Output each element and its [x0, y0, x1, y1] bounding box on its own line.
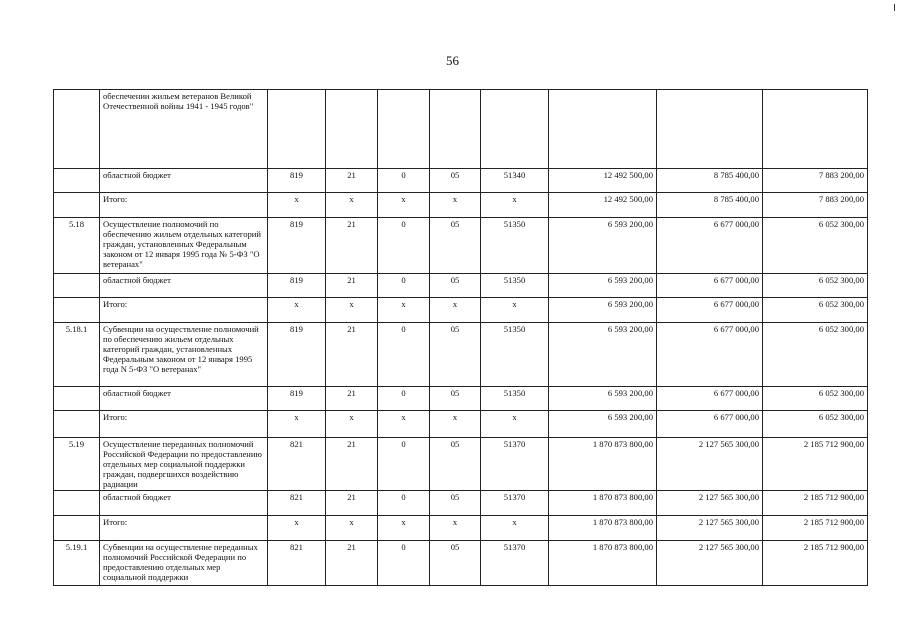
table-row: [54, 298, 868, 323]
cell-amount-year1: 1 870 873 800,00: [549, 491, 657, 516]
cell-amount-year3: 7 883 200,00: [763, 193, 868, 218]
row-name: Итого:: [100, 298, 268, 323]
cell-target-program: 05: [430, 274, 481, 298]
cell-grbs: 821: [268, 541, 326, 586]
cell-target-code: 51340: [481, 169, 549, 193]
cell-target-code: x: [481, 516, 549, 541]
cell-rz: x: [326, 516, 378, 541]
cell-amount-year2: 2 127 565 300,00: [657, 516, 763, 541]
row-name: областной бюджет: [100, 274, 268, 298]
cell-amount-year2: 6 677 000,00: [657, 323, 763, 387]
cell-target-code: x: [481, 298, 549, 323]
cell-pr: x: [378, 411, 430, 438]
cell-grbs: [268, 90, 326, 169]
cell-pr: 0: [378, 323, 430, 387]
row-number: [54, 516, 100, 541]
cell-amount-year1: 1 870 873 800,00: [549, 541, 657, 586]
cell-rz: 21: [326, 323, 378, 387]
cell-target-code: x: [481, 411, 549, 438]
cell-rz: 21: [326, 541, 378, 586]
row-name: Итого:: [100, 411, 268, 438]
cell-amount-year1: 6 593 200,00: [549, 218, 657, 274]
cell-amount-year3: 6 052 300,00: [763, 218, 868, 274]
cell-pr: 0: [378, 169, 430, 193]
row-name: областной бюджет: [100, 387, 268, 411]
cell-amount-year2: 6 677 000,00: [657, 218, 763, 274]
cell-rz: 21: [326, 491, 378, 516]
table-row: [54, 323, 868, 387]
cell-amount-year1: 12 492 500,00: [549, 193, 657, 218]
cell-amount-year3: 6 052 300,00: [763, 323, 868, 387]
cell-amount-year1: 6 593 200,00: [549, 274, 657, 298]
cell-amount-year1: 6 593 200,00: [549, 323, 657, 387]
row-number: [54, 193, 100, 218]
row-name: областной бюджет: [100, 169, 268, 193]
cell-pr: 0: [378, 438, 430, 491]
table-row: [54, 90, 868, 169]
row-number: [54, 491, 100, 516]
row-number: 5.19: [54, 438, 100, 491]
table-row: [54, 541, 868, 586]
cell-amount-year2: 8 785 400,00: [657, 193, 763, 218]
cell-target-program: 05: [430, 169, 481, 193]
cell-amount-year1: 6 593 200,00: [549, 411, 657, 438]
cell-amount-year2: 2 127 565 300,00: [657, 438, 763, 491]
cell-amount-year1: 6 593 200,00: [549, 298, 657, 323]
cell-amount-year1: 1 870 873 800,00: [549, 516, 657, 541]
table-row: [54, 516, 868, 541]
cell-amount-year2: 2 127 565 300,00: [657, 541, 763, 586]
table-row: [54, 411, 868, 438]
cell-amount-year1: 1 870 873 800,00: [549, 438, 657, 491]
cell-rz: [326, 90, 378, 169]
cell-amount-year3: 2 185 712 900,00: [763, 516, 868, 541]
table-row: [54, 387, 868, 411]
cell-rz: x: [326, 298, 378, 323]
row-number: 5.18: [54, 218, 100, 274]
row-number: 5.18.1: [54, 323, 100, 387]
cell-grbs: 821: [268, 491, 326, 516]
cell-pr: x: [378, 516, 430, 541]
cell-amount-year3: 7 883 200,00: [763, 169, 868, 193]
cell-amount-year1: [549, 90, 657, 169]
cell-rz: 21: [326, 274, 378, 298]
cell-amount-year2: 2 127 565 300,00: [657, 491, 763, 516]
cell-grbs: x: [268, 193, 326, 218]
cell-amount-year2: [657, 90, 763, 169]
row-name: Субвенции на осуществление полномочий по обеспечению жильем отдельных категорий граждан, установленных Федеральным законом от 12 января 1995 года N 5-ФЗ "О ветеранах": [100, 323, 268, 387]
corner-mark: [894, 4, 895, 11]
cell-pr: x: [378, 193, 430, 218]
row-name: Итого:: [100, 516, 268, 541]
cell-amount-year1: 6 593 200,00: [549, 387, 657, 411]
cell-amount-year2: 6 677 000,00: [657, 298, 763, 323]
row-name: Субвенции на осуществление переданных полномочий Российской Федерации по предоставлению отдельных мер социальной поддержки: [100, 541, 268, 586]
cell-grbs: x: [268, 516, 326, 541]
cell-target-program: x: [430, 298, 481, 323]
table-row: [54, 169, 868, 193]
cell-target-code: 51370: [481, 541, 549, 586]
cell-rz: x: [326, 411, 378, 438]
cell-amount-year3: 2 185 712 900,00: [763, 491, 868, 516]
cell-rz: 21: [326, 438, 378, 491]
table-row: [54, 218, 868, 274]
cell-rz: x: [326, 193, 378, 218]
cell-amount-year3: 6 052 300,00: [763, 411, 868, 438]
cell-grbs: 819: [268, 218, 326, 274]
cell-target-program: 05: [430, 218, 481, 274]
cell-target-code: 51350: [481, 387, 549, 411]
row-name: Итого:: [100, 193, 268, 218]
cell-pr: 0: [378, 541, 430, 586]
cell-target-code: 51370: [481, 438, 549, 491]
cell-target-program: x: [430, 193, 481, 218]
row-number: [54, 274, 100, 298]
table-row: [54, 438, 868, 491]
cell-grbs: 819: [268, 387, 326, 411]
cell-pr: x: [378, 298, 430, 323]
table-body: [54, 90, 868, 586]
cell-pr: [378, 90, 430, 169]
row-name: Осуществление переданных полномочий Российской Федерации по предоставлению отдельных мер социальной поддержки граждан, подвергшихся воздействию радиации: [100, 438, 268, 491]
cell-amount-year3: 6 052 300,00: [763, 274, 868, 298]
cell-pr: 0: [378, 491, 430, 516]
cell-target-program: x: [430, 411, 481, 438]
cell-rz: 21: [326, 218, 378, 274]
cell-pr: 0: [378, 274, 430, 298]
budget-table: [53, 89, 868, 586]
cell-amount-year3: 6 052 300,00: [763, 387, 868, 411]
table-row: [54, 491, 868, 516]
cell-target-program: [430, 90, 481, 169]
cell-amount-year2: 6 677 000,00: [657, 274, 763, 298]
row-number: 5.19.1: [54, 541, 100, 586]
cell-target-code: 51350: [481, 274, 549, 298]
cell-grbs: 819: [268, 274, 326, 298]
cell-grbs: 819: [268, 169, 326, 193]
cell-amount-year3: 2 185 712 900,00: [763, 438, 868, 491]
cell-grbs: x: [268, 298, 326, 323]
row-number: [54, 411, 100, 438]
row-name: областной бюджет: [100, 491, 268, 516]
cell-target-program: 05: [430, 541, 481, 586]
cell-target-code: 51370: [481, 491, 549, 516]
cell-grbs: x: [268, 411, 326, 438]
cell-target-program: 05: [430, 323, 481, 387]
cell-pr: 0: [378, 387, 430, 411]
cell-target-program: x: [430, 516, 481, 541]
cell-grbs: 821: [268, 438, 326, 491]
cell-amount-year3: 2 185 712 900,00: [763, 541, 868, 586]
cell-amount-year1: 12 492 500,00: [549, 169, 657, 193]
table-row: [54, 274, 868, 298]
cell-amount-year3: 6 052 300,00: [763, 298, 868, 323]
cell-amount-year2: 8 785 400,00: [657, 169, 763, 193]
cell-rz: 21: [326, 169, 378, 193]
row-number: [54, 90, 100, 169]
cell-amount-year2: 6 677 000,00: [657, 411, 763, 438]
row-number: [54, 169, 100, 193]
cell-target-program: 05: [430, 491, 481, 516]
row-name: Осуществление полномочий по обеспечению жильем отдельных категорий граждан, установленных Федеральным законом от 12 января 1995 года № 5-ФЗ "О ветеранах": [100, 218, 268, 274]
cell-target-program: 05: [430, 387, 481, 411]
cell-amount-year3: [763, 90, 868, 169]
page-number: 56: [446, 53, 459, 68]
cell-target-code: x: [481, 193, 549, 218]
cell-pr: 0: [378, 218, 430, 274]
row-number: [54, 387, 100, 411]
row-name: обеспечении жильем ветеранов Великой Отечественной войны 1941 - 1945 годов": [100, 90, 268, 169]
cell-target-code: 51350: [481, 218, 549, 274]
cell-target-program: 05: [430, 438, 481, 491]
cell-target-code: [481, 90, 549, 169]
cell-grbs: 819: [268, 323, 326, 387]
cell-target-code: 51350: [481, 323, 549, 387]
cell-rz: 21: [326, 387, 378, 411]
table-row: [54, 193, 868, 218]
cell-amount-year2: 6 677 000,00: [657, 387, 763, 411]
row-number: [54, 298, 100, 323]
